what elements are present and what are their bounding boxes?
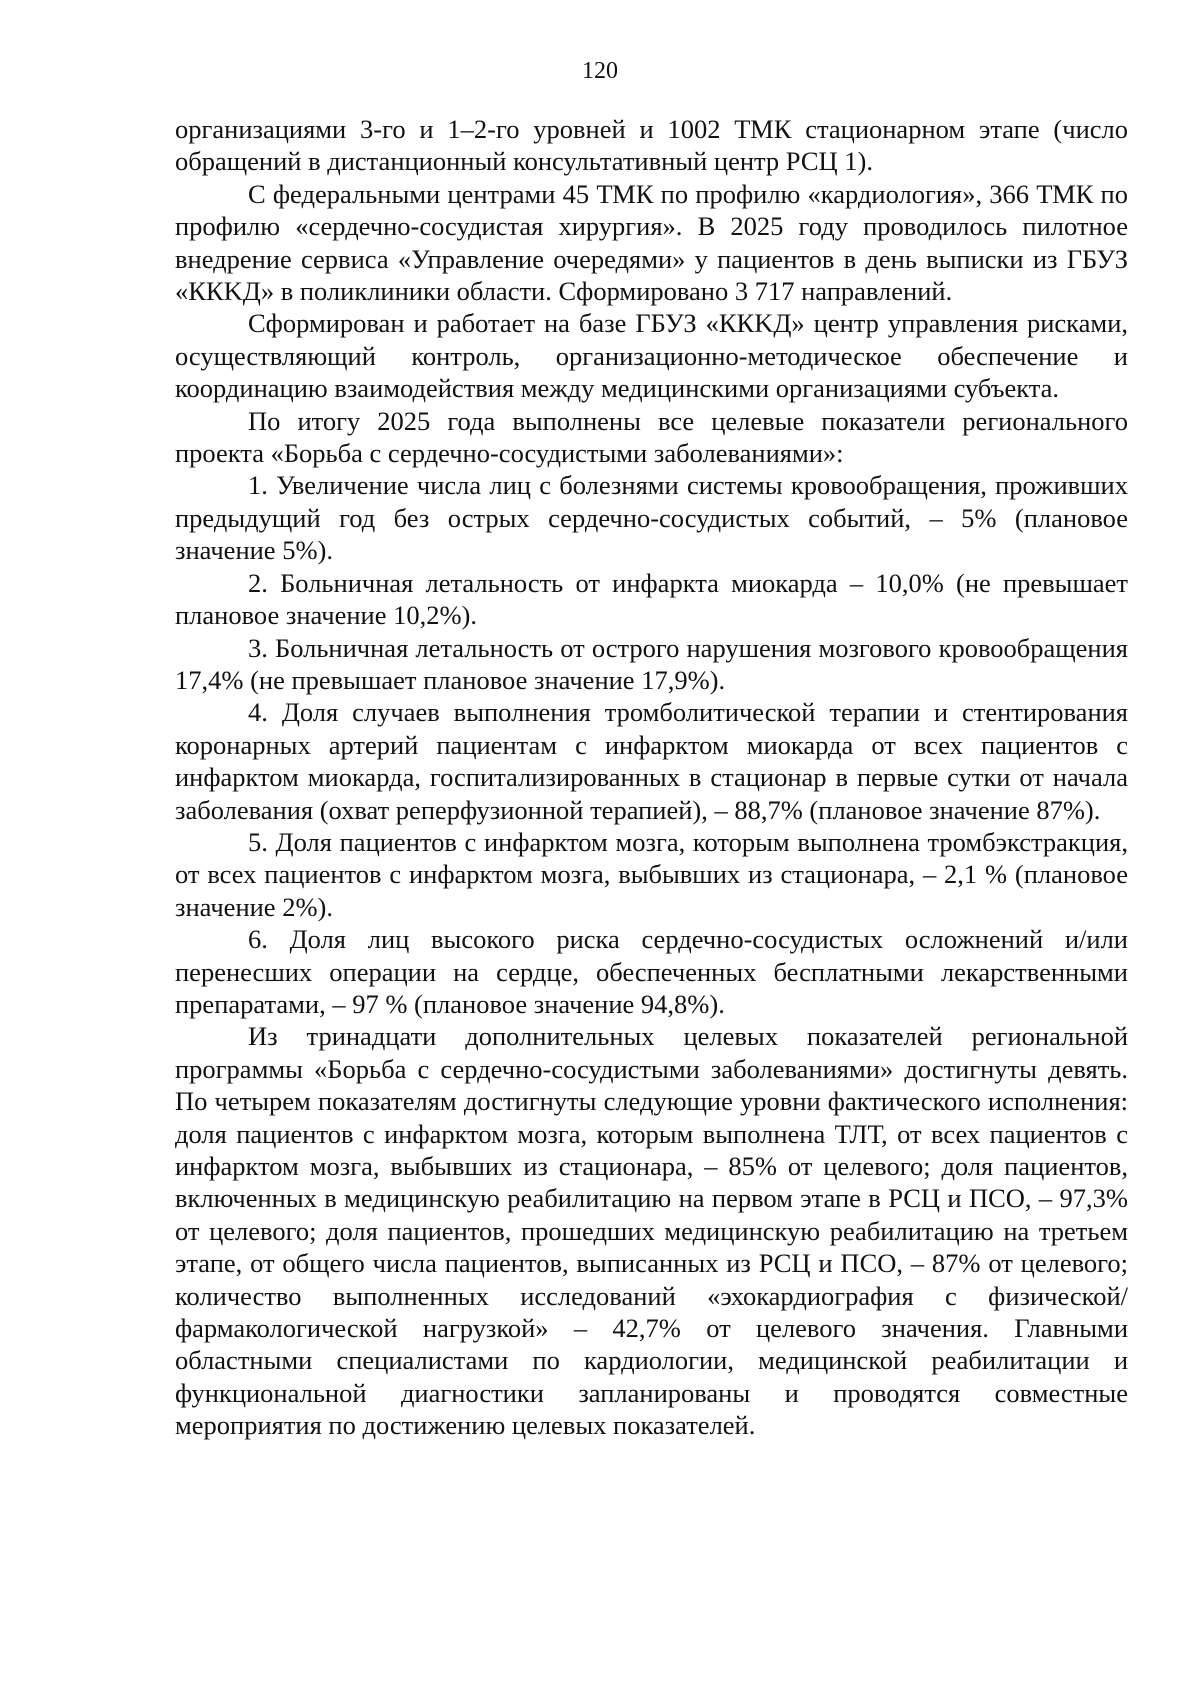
paragraph-continuation: организациями 3-го и 1–2-го уровней и 1002 ТМК стационарном этапе (число обращений в дистанционный консультативный центр РСЦ 1). xyxy=(175,114,1128,177)
document-body xyxy=(175,113,1128,1442)
paragraph-results-intro: По итогу 2025 года выполнены все целевые показатели регионального проекта «Борьба с сердечно-сосудистыми заболеваниями»: xyxy=(175,405,1128,469)
list-item-indicator-1: 1. Увеличение числа лиц с болезнями системы кровообращения, проживших предыдущий год без острых сердечно-сосудистых событий, – 5% (плановое значение 5%). xyxy=(175,470,1128,566)
list-item-indicator-6: 6. Доля лиц высокого риска сердечно-сосудистых осложнений и/или перенесших операции на сердце, обеспеченных бесплатными лекарственными препаратами, – 97 % (плановое значение 94,8%). xyxy=(175,924,1128,1019)
paragraph-federal-centers: С федеральными центрами 45 ТМК по профилю «кардиология», 366 ТМК по профилю «сердечно-сосудистая хирургия». В 2025 году проводилось пилотное внедрение сервиса «Управление очередями» у пациентов в день выписки из ГБУЗ «ККΚД» в поликлиники области. Сформировано 3 717 направлений. xyxy=(175,178,1128,307)
list-item-indicator-5: 5. Доля пациентов с инфарктом мозга, которым выполнена тромбэкстракция, от всех пациентов с инфарктом мозга, выбывших из стационара, – 2,1 % (плановое значение 2%). xyxy=(175,826,1128,922)
list-item-indicator-3: 3. Больничная летальность от острого нарушения мозгового кровообращения 17,4% (не превышает плановое значение 17,9%). xyxy=(175,632,1128,695)
paragraph-additional-indicators: Из тринадцати дополнительных целевых показателей региональной программы «Борьба с сердечно-сосудистыми заболеваниями» достигнуты девять. По четырем показателям достигнуты следующие уровни фактического исполнения: доля пациентов с инфарктом мозга, которым выполнена ТЛТ, от всех пациентов с инфарктом мозга, выбывших из стационара, – 85% от целевого; доля пациентов, включенных в медицинскую реабилитацию на первом этапе в РСЦ и ПСО, – 97,3% от целевого; доля пациентов, прошедших медицинскую реабилитацию на третьем этапе, от общего числа пациентов, выписанных из РСЦ и ПСО, – 87% от целевого; количество выполненных исследований «эхокардиография с физической/ фармакологической нагрузкой» – 42,7% от целевого значения. Главными областными специалистами по кардиологии, медицинской реабилитации и функциональной диагностики запланированы и проводятся совместные мероприятия по достижению целевых показателей. xyxy=(175,1021,1128,1441)
page-number: 120 xyxy=(582,58,618,84)
paragraph-risk-center: Сформирован и работает на базе ГБУЗ «ККΚД» центр управления рисками, осуществляющий контроль, организационно-методическое обеспечение и координацию взаимодействия между медицинскими организациями субъекта. xyxy=(175,308,1128,404)
list-item-indicator-2: 2. Больничная летальность от инфаркта миокарда – 10,0% (не превышает плановое значение 10,2%). xyxy=(175,567,1128,631)
list-item-indicator-4: 4. Доля случаев выполнения тромболитической терапии и стентирования коронарных артерий пациентам с инфарктом миокарда от всех пациентов с инфарктом миокарда, госпитализированных в стационар в первые сутки от начала заболевания (охват реперфузионной терапией), – 88,7% (плановое значение 87%). xyxy=(175,697,1128,825)
